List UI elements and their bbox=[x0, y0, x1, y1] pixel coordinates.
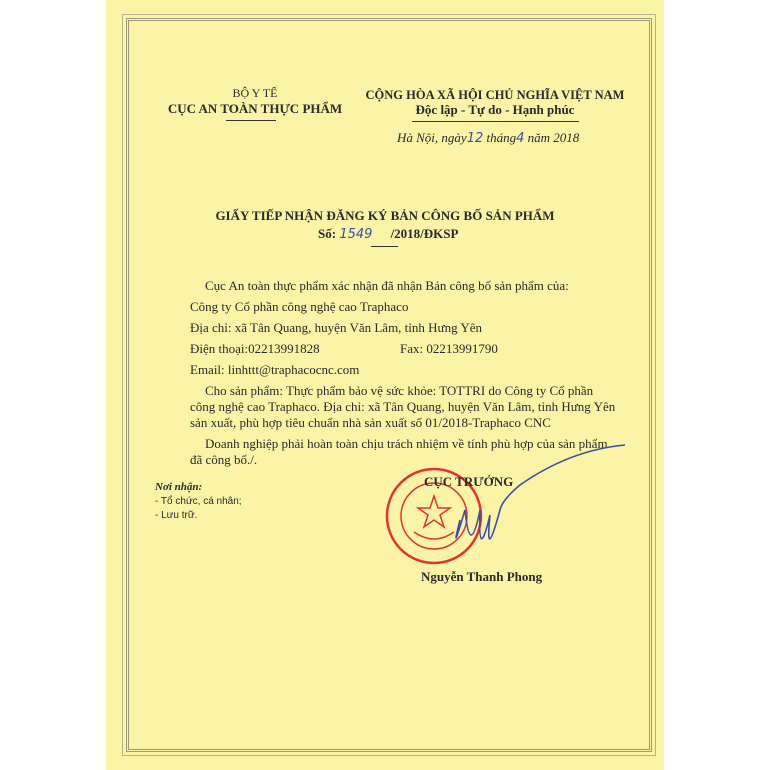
company-address: Địa chỉ: xã Tân Quang, huyện Văn Lâm, tỉnh Hưng Yên bbox=[190, 320, 483, 335]
signer-title: CỤC TRƯỞNG bbox=[424, 474, 514, 489]
date-prefix: Hà Nội, ngày bbox=[397, 130, 467, 145]
date-mid: tháng bbox=[486, 130, 517, 145]
phone: Điện thoại:02213991828 bbox=[190, 341, 320, 356]
fax: Fax: 02213991790 bbox=[400, 341, 498, 356]
product-line-1: Cho sản phẩm: Thực phẩm bảo vệ sức khỏe: TOTTRI do Công ty Cổ phần bbox=[205, 383, 594, 398]
handwritten-signature bbox=[440, 440, 630, 570]
ministry: BỘ Y TẾ bbox=[232, 86, 278, 100]
document-title: GIẤY TIẾP NHẬN ĐĂNG KÝ BẢN CÔNG BỐ SẢN PHẨM bbox=[215, 208, 555, 223]
number-label: Số: bbox=[318, 226, 337, 241]
signer-name: Nguyễn Thanh Phong bbox=[421, 569, 543, 584]
responsibility-line-1: Doanh nghiệp phải hoàn toàn chịu trách nhiệm về tính phù hợp của sản phẩm bbox=[205, 436, 608, 451]
confirm-line: Cục An toàn thực phẩm xác nhận đã nhận Bản công bố sản phẩm của: bbox=[205, 278, 569, 293]
product-line-3: sản xuất, phù hợp tiêu chuẩn nhà sản xuất số 01/2018-Traphaco CNC bbox=[190, 415, 551, 430]
document-number bbox=[318, 226, 458, 242]
agency: CỤC AN TOÀN THỰC PHẨM bbox=[167, 101, 343, 116]
email: Email: linhttt@traphacocnc.com bbox=[190, 362, 360, 377]
company-name: Công ty Cổ phần công nghệ cao Traphaco bbox=[190, 299, 409, 314]
number-value: 1549 bbox=[339, 227, 373, 242]
responsibility-line-2: đã công bố./. bbox=[190, 452, 258, 467]
recipient-item: - Lưu trữ. bbox=[155, 510, 198, 521]
motto: Độc lập - Tự do - Hạnh phúc bbox=[415, 102, 575, 117]
product-line-2: công nghệ cao Traphaco. Địa chỉ: xã Tân Quang, huyện Văn Lâm, tỉnh Hưng Yên bbox=[190, 399, 616, 414]
date-line bbox=[397, 130, 579, 146]
recipients-label: Nơi nhận: bbox=[155, 481, 203, 493]
date-suffix: năm 2018 bbox=[527, 130, 580, 145]
recipient-item: - Tổ chức, cá nhân; bbox=[155, 496, 242, 507]
country-name: CỘNG HÒA XÃ HỘI CHỦ NGHĨA VIỆT NAM bbox=[365, 88, 625, 102]
date-month: 4 bbox=[516, 131, 525, 146]
number-suffix: /2018/ĐKSP bbox=[390, 226, 459, 241]
date-day: 12 bbox=[466, 131, 484, 146]
